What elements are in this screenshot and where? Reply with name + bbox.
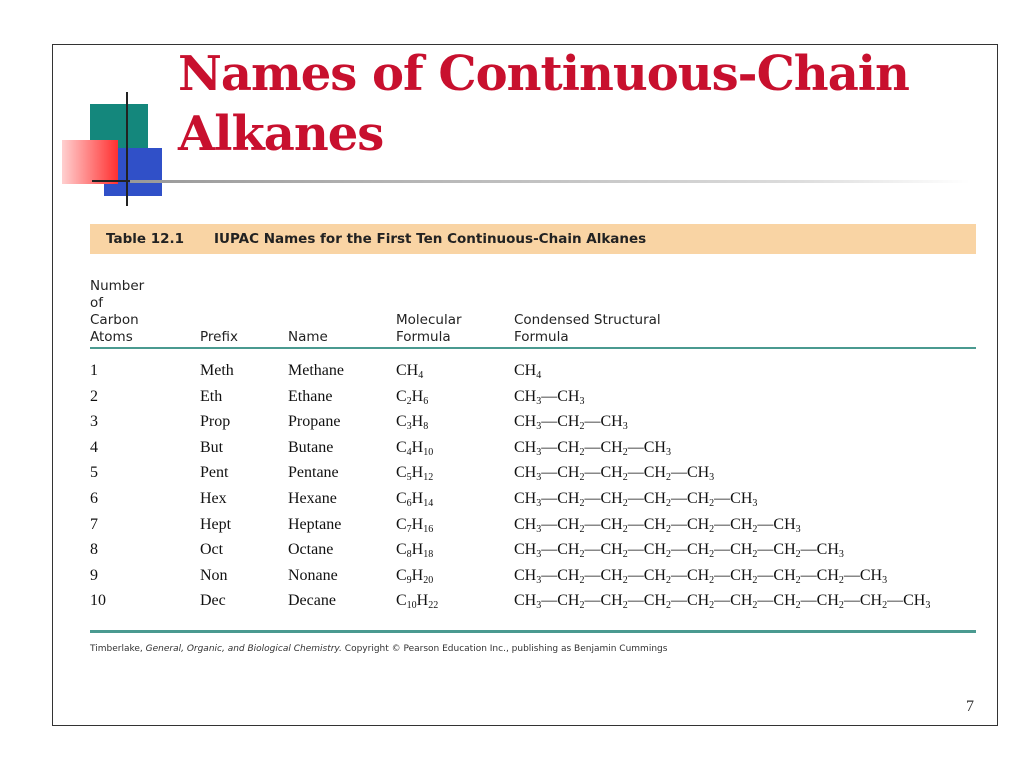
header-molecular-formula: Molecular Formula xyxy=(396,312,462,345)
cell-name: Ethane xyxy=(288,387,333,405)
cell-prefix: Eth xyxy=(200,387,223,405)
cell-condensed-formula: $CH_3—CH_3$ xyxy=(514,387,585,407)
cell-name: Heptane xyxy=(288,515,342,533)
cell-molecular-formula: $C_3H_8$ xyxy=(396,413,429,433)
cell-molecular-formula: $CH_4$ xyxy=(396,362,424,381)
cell-prefix: Hex xyxy=(200,489,227,507)
table-row xyxy=(90,413,980,439)
table-row xyxy=(90,388,980,414)
cell-prefix: Prop xyxy=(200,413,231,431)
credit-copyright: Copyright © Pearson Education Inc., publishing as Benjamin Cummings xyxy=(344,644,668,654)
source-credit xyxy=(90,644,667,654)
table-row xyxy=(90,464,980,490)
table-body xyxy=(90,362,980,618)
cell-carbon-count: 9 xyxy=(90,566,98,584)
cell-carbon-count: 4 xyxy=(90,438,98,456)
cell-carbon-count: 6 xyxy=(90,489,98,507)
cell-carbon-count: 2 xyxy=(90,387,98,405)
table-row xyxy=(90,567,980,593)
cell-prefix: Oct xyxy=(200,541,224,559)
table-row xyxy=(90,362,980,388)
table-caption-banner xyxy=(90,224,976,254)
cell-name: Nonane xyxy=(288,566,338,584)
cell-prefix: Dec xyxy=(200,592,226,610)
credit-book-title: General, Organic, and Biological Chemistry. xyxy=(145,644,342,654)
cell-name: Octane xyxy=(288,541,334,559)
table-row xyxy=(90,490,980,516)
page-number: 7 xyxy=(966,698,974,715)
cell-name: Butane xyxy=(288,438,334,456)
cell-prefix: Meth xyxy=(200,362,234,379)
cell-molecular-formula: $C_6H_{14}$ xyxy=(396,489,434,509)
table-row xyxy=(90,541,980,567)
table-row xyxy=(90,516,980,542)
credit-author: Timberlake, xyxy=(90,644,143,654)
cell-condensed-formula: $CH_4$ xyxy=(514,362,542,381)
table-number: Table 12.1 xyxy=(106,231,185,247)
table-row xyxy=(90,439,980,465)
cell-carbon-count: 1 xyxy=(90,362,98,379)
cell-prefix: But xyxy=(200,438,224,456)
cell-molecular-formula: $C_7H_{16}$ xyxy=(396,515,434,535)
slide-title xyxy=(178,44,909,164)
cell-condensed-formula: $CH_3—CH_2—CH_2—CH_2—CH_3$ xyxy=(514,464,715,484)
table-caption: IUPAC Names for the First Ten Continuous-Chain Alkanes xyxy=(214,231,647,247)
cell-name: Hexane xyxy=(288,489,337,507)
table-bottom-rule xyxy=(90,630,976,633)
header-rule xyxy=(90,347,976,349)
slide-title-line-2: Alkanes xyxy=(178,106,384,162)
cell-molecular-formula: $C_4H_{10}$ xyxy=(396,438,434,458)
cell-carbon-count: 7 xyxy=(90,515,98,533)
cell-carbon-count: 5 xyxy=(90,464,98,482)
cell-condensed-formula: $CH_3—CH_2—CH_2—CH_2—CH_2—CH_2—CH_2—CH_2—CH_3$ xyxy=(514,566,888,586)
cell-prefix: Hept xyxy=(200,515,232,533)
cell-molecular-formula: $C_{10}H_{22}$ xyxy=(396,592,439,612)
title-underline xyxy=(130,180,970,183)
cell-name: Propane xyxy=(288,413,341,431)
cell-name: Pentane xyxy=(288,464,339,482)
header-condensed-formula: Condensed Structural Formula xyxy=(514,312,661,345)
cell-carbon-count: 10 xyxy=(90,592,106,610)
cell-condensed-formula: $CH_3—CH_2—CH_2—CH_2—CH_2—CH_2—CH_2—CH_2—CH_2—CH_3$ xyxy=(514,592,931,612)
cell-name: Decane xyxy=(288,592,336,610)
slide-title-line-1: Names of Continuous-Chain xyxy=(178,46,909,102)
cell-name: Methane xyxy=(288,362,344,379)
cell-condensed-formula: $CH_3—CH_2—CH_3$ xyxy=(514,413,628,433)
header-carbon-atoms: Number of Carbon Atoms xyxy=(90,278,145,345)
cell-molecular-formula: $C_2H_6$ xyxy=(396,387,429,407)
cell-molecular-formula: $C_5H_{12}$ xyxy=(396,464,434,484)
header-name: Name xyxy=(288,329,328,345)
table-row xyxy=(90,592,980,618)
cell-carbon-count: 8 xyxy=(90,541,98,559)
cell-condensed-formula: $CH_3—CH_2—CH_2—CH_3$ xyxy=(514,438,671,458)
header-prefix: Prefix xyxy=(200,329,238,345)
cell-condensed-formula: $CH_3—CH_2—CH_2—CH_2—CH_2—CH_3$ xyxy=(514,489,758,509)
cell-molecular-formula: $C_9H_{20}$ xyxy=(396,566,434,586)
cell-molecular-formula: $C_8H_{18}$ xyxy=(396,541,434,561)
cell-condensed-formula: $CH_3—CH_2—CH_2—CH_2—CH_2—CH_2—CH_3$ xyxy=(514,515,801,535)
table-header xyxy=(90,262,976,346)
cell-prefix: Non xyxy=(200,566,228,584)
cell-carbon-count: 3 xyxy=(90,413,98,431)
cell-condensed-formula: $CH_3—CH_2—CH_2—CH_2—CH_2—CH_2—CH_2—CH_3$ xyxy=(514,541,844,561)
cell-prefix: Pent xyxy=(200,464,229,482)
